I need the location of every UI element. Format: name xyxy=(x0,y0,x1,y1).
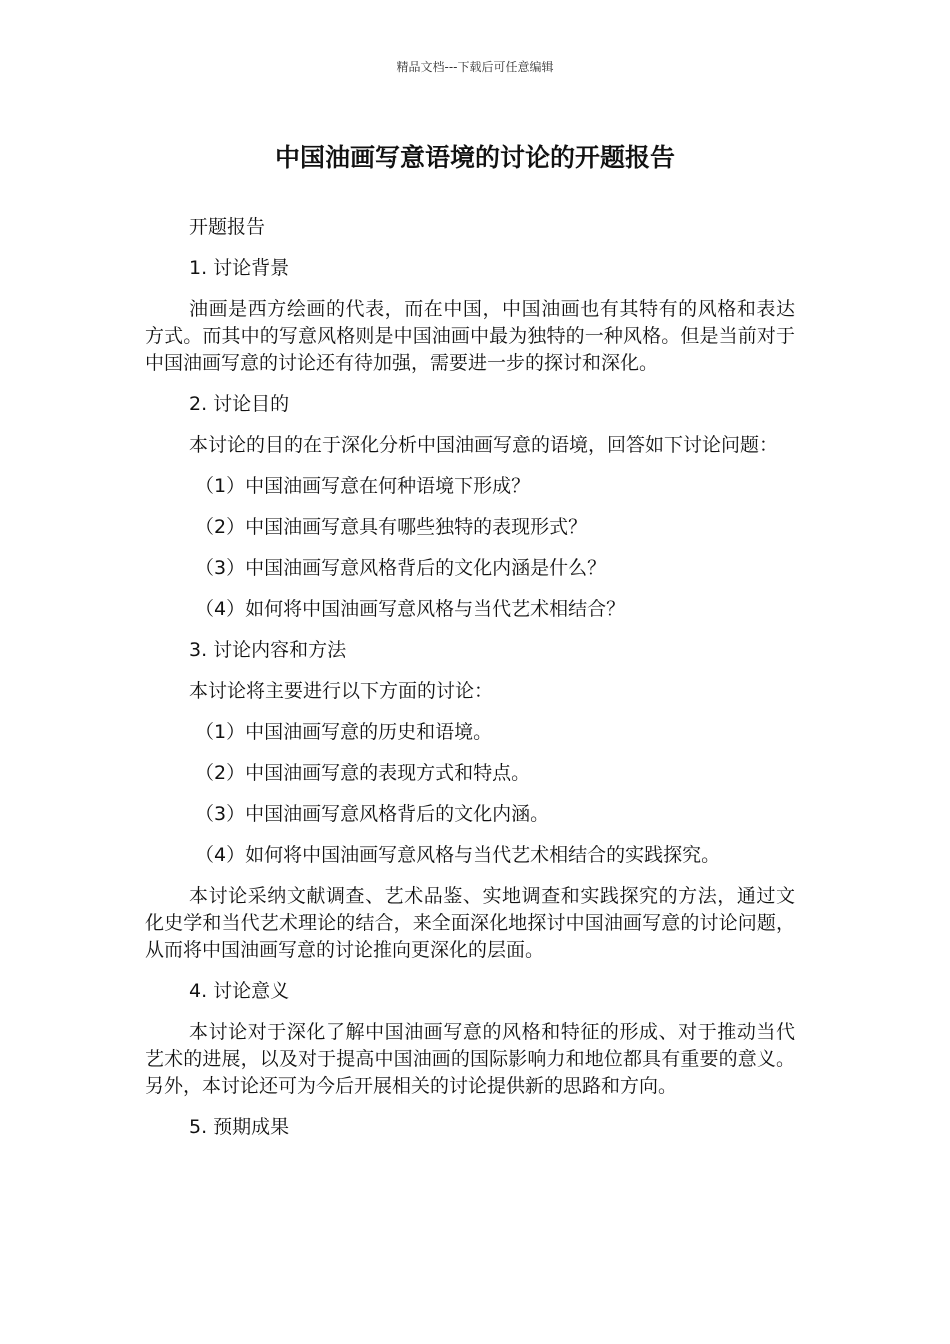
section-heading-content-method: 3. 讨论内容和方法 xyxy=(189,639,347,661)
report-label: 开题报告 xyxy=(189,216,266,238)
paragraph-background: 油画是西方绘画的代表，而在中国，中国油画也有其特有的风格和表达方式。而其中的写意风格则是中国油画中最为独特的一种风格。但是当前对于中国油画写意的讨论还有待加强，需要进一步的探讨和深化。 xyxy=(145,298,795,374)
section-heading-significance: 4. 讨论意义 xyxy=(189,980,290,1002)
list-item: （2）中国油画写意具有哪些独特的表现形式？ xyxy=(195,516,588,538)
header-note: 精品文档---下载后可任意编辑 xyxy=(396,60,554,74)
document-title: 中国油画写意语境的讨论的开题报告 xyxy=(274,143,675,172)
list-item: （2）中国油画写意的表现方式和特点。 xyxy=(195,762,531,784)
paragraph-content-intro: 本讨论将主要进行以下方面的讨论： xyxy=(189,680,494,702)
section-heading-background: 1. 讨论背景 xyxy=(189,257,290,279)
section-heading-expected-results: 5. 预期成果 xyxy=(189,1116,290,1138)
document-body xyxy=(145,214,795,1155)
paragraph-significance: 本讨论对于深化了解中国油画写意的风格和特征的形成、对于推动当代艺术的进展，以及对于提高中国油画的国际影响力和地位都具有重要的意义。另外，本讨论还可为今后开展相关的讨论提供新的思路和方向。 xyxy=(145,1021,795,1097)
list-item: （3）中国油画写意风格背后的文化内涵。 xyxy=(195,803,550,825)
list-item: （3）中国油画写意风格背后的文化内涵是什么？ xyxy=(195,557,607,579)
list-item: （4）如何将中国油画写意风格与当代艺术相结合？ xyxy=(195,598,626,620)
list-item: （1）中国油画写意的历史和语境。 xyxy=(195,721,493,743)
paragraph-method: 本讨论采纳文献调查、艺术品鉴、实地调查和实践探究的方法，通过文化史学和当代艺术理论的结合，来全面深化地探讨中国油画写意的讨论问题，从而将中国油画写意的讨论推向更深化的层面。 xyxy=(145,885,795,961)
section-heading-purpose: 2. 讨论目的 xyxy=(189,393,290,415)
paragraph-purpose: 本讨论的目的在于深化分析中国油画写意的语境，回答如下讨论问题： xyxy=(189,434,779,456)
list-item: （1）中国油画写意在何种语境下形成？ xyxy=(195,475,531,497)
list-item: （4）如何将中国油画写意风格与当代艺术相结合的实践探究。 xyxy=(195,844,721,866)
